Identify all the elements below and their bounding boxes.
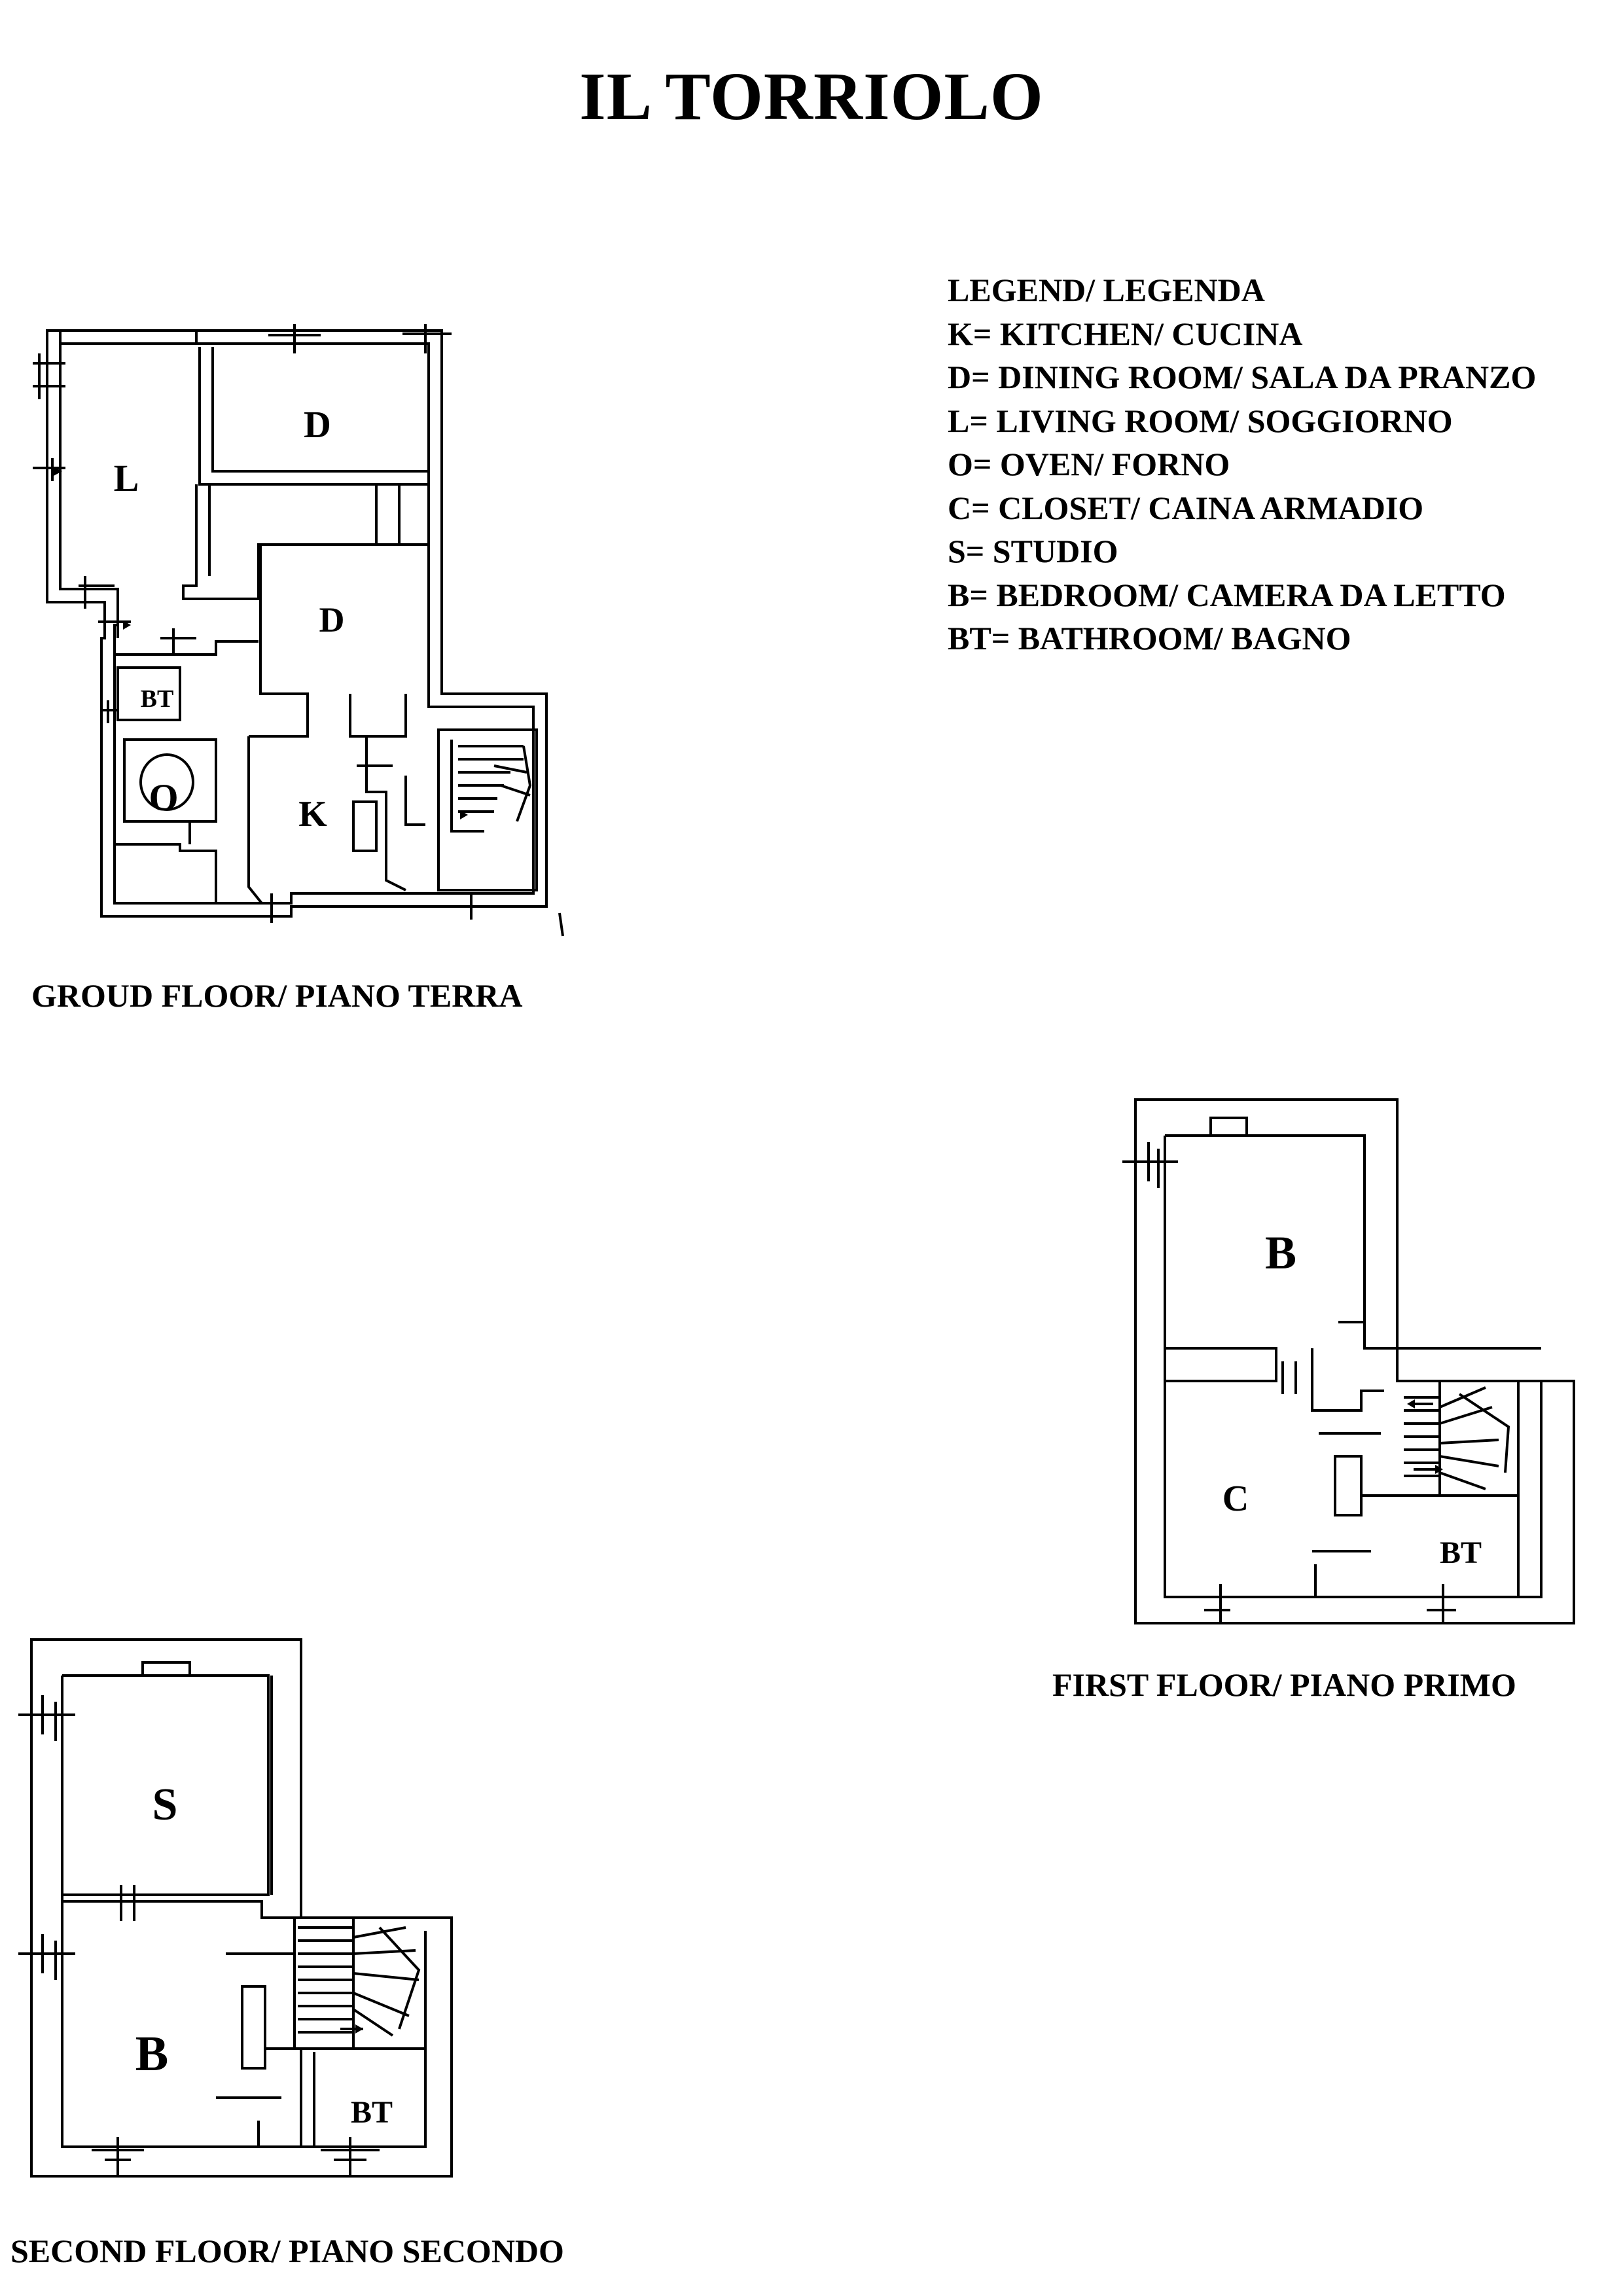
ground-floor-caption: GROUD FLOOR/ PIANO TERRA (31, 977, 523, 1014)
room-label-oven: O (149, 776, 179, 819)
room-label-dining-1: D (304, 403, 331, 446)
legend-item-kitchen: K= KITCHEN/ CUCINA (948, 315, 1303, 352)
room-label-closet: C (1222, 1479, 1249, 1519)
second-floor-caption: SECOND FLOOR/ PIANO SECONDO (10, 2233, 564, 2269)
legend-item-bedroom: B= BEDROOM/ CAMERA DA LETTO (948, 576, 1506, 613)
legend-item-oven: O= OVEN/ FORNO (948, 446, 1230, 482)
room-label-living: L (113, 457, 139, 499)
legend-item-bathroom: BT= BATHROOM/ BAGNO (948, 620, 1351, 656)
legend-item-living: L= LIVING ROOM/ SOGGIORNO (948, 402, 1453, 439)
first-floor-caption: FIRST FLOOR/ PIANO PRIMO (1052, 1666, 1516, 1703)
legend-item-dining: D= DINING ROOM/ SALA DA PRANZO (948, 359, 1537, 395)
room-label-bathroom-first: BT (1439, 1535, 1482, 1570)
legend-item-studio: S= STUDIO (948, 533, 1118, 569)
room-label-dining-2: D (319, 600, 345, 639)
page-title: IL TORRIOLO (579, 59, 1044, 134)
room-label-bathroom-ground: BT (140, 685, 174, 713)
room-label-bedroom-first: B (1264, 1227, 1297, 1279)
ground-floor-plan (33, 324, 563, 936)
legend-item-closet: C= CLOSET/ CAINA ARMADIO (948, 489, 1424, 526)
room-label-bedroom-second: B (135, 2026, 169, 2081)
room-label-bathroom-second: BT (350, 2095, 393, 2130)
room-label-studio: S (152, 1780, 178, 1830)
first-floor-plan (1122, 1100, 1574, 1623)
room-label-kitchen: K (298, 794, 327, 834)
legend-heading: LEGEND/ LEGENDA (948, 272, 1265, 308)
